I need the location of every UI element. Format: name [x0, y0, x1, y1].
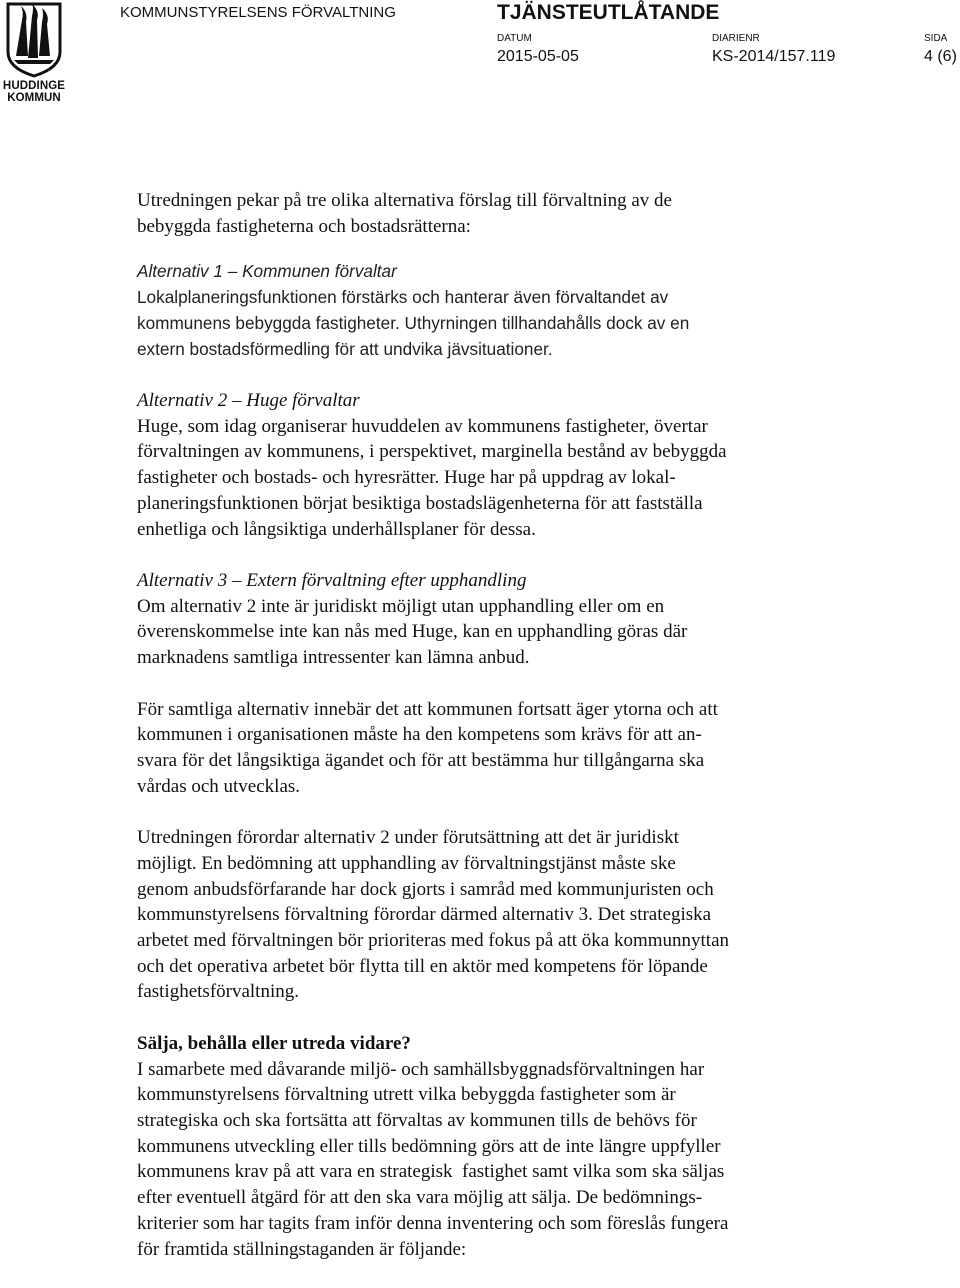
page-label: SIDA	[924, 33, 948, 44]
common-consequence-paragraph	[137, 697, 927, 800]
coat-of-arms-icon	[6, 2, 62, 78]
text-line: kommunstyrelsens förvaltning förordar därmed alternativ 3. Det strategiska	[137, 904, 712, 926]
text-line: strategiska och ska fortsätta att förvaltas av kommunen tills de behövs för	[137, 1110, 697, 1132]
huddinge-kommun-logo	[2, 2, 66, 108]
text-line: vårdas och utvecklas.	[137, 775, 301, 797]
text-line: kommunens bebyggda fastigheter. Uthyrningen tillhandahålls dock av en	[137, 312, 690, 333]
text-line: kommunstyrelsens förvaltning utrett vilka bebyggda fastigheter som är	[137, 1084, 676, 1106]
text-line: Utredningen pekar på tre olika alternativa förslag till förvaltning av de	[137, 190, 672, 211]
document-body	[137, 188, 927, 1288]
text-line: Om alternativ 2 inte är juridiskt möjligt utan upphandling eller om en	[137, 595, 665, 617]
page-number: 4 (6)	[924, 48, 957, 65]
text-line: Huge, som idag organiserar huvuddelen av kommunens fastigheter, övertar	[137, 415, 708, 437]
text-line: överenskommelse inte kan nås med Huge, kan en upphandling göras där	[137, 621, 688, 643]
organization-name: KOMMUNSTYRELSENS FÖRVALTNING	[120, 4, 396, 21]
document-date: 2015-05-05	[497, 48, 579, 65]
text-line: efter eventuell åtgärd för att den ska vara möjlig att sälja. De bedömnings-	[137, 1187, 703, 1209]
logo-text-line: HUDDINGE	[2, 80, 66, 92]
text-line: svara för det långsiktiga ägandet och för att bestämma hur tillgångarna ska	[137, 750, 705, 772]
text-line: kommunens utveckling eller tills bedömning görs att de inte längre uppfyller	[137, 1135, 721, 1157]
sell-keep-section	[137, 1031, 927, 1262]
diary-number-label: DIARIENR	[712, 33, 760, 44]
text-line: I samarbete med dåvarande miljö- och samhällsbyggnadsförvaltningen har	[137, 1058, 705, 1080]
text-line: fastigheter och bostads- och hyresrätter. Huge har på uppdrag av lokal-	[137, 467, 676, 489]
text-line: genom anbudsförfarande har dock gjorts i samråd med kommunjuristen och	[137, 878, 714, 900]
recommendation-paragraph	[137, 825, 927, 1005]
text-line: kriterier som har tagits fram inför denna inventering och som föreslås fungera	[137, 1212, 729, 1234]
text-line: och det operativa arbetet bör flytta till en aktör med kompetens för löpande	[137, 955, 708, 977]
alternative-3-paragraph	[137, 568, 927, 671]
section-heading: Sälja, behålla eller utreda vidare?	[137, 1032, 411, 1054]
text-line: extern bostadsförmedling för att undvika jävsituationer.	[137, 338, 553, 359]
text-line: kommunen i organisationen måste ha den kompetens som krävs för att an-	[137, 724, 702, 746]
diary-number: KS-2014/157.119	[712, 48, 836, 65]
alternative-1-heading: Alternativ 1 – Kommunen förvaltar	[137, 261, 397, 282]
document-type: TJÄNSTEUTLÅTANDE	[497, 1, 720, 24]
alternative-1-paragraph	[137, 259, 927, 362]
text-line: Lokalplaneringsfunktionen förstärks och hanterar även förvaltandet av	[137, 287, 669, 308]
text-line: för framtida ställningstaganden är följande:	[137, 1238, 467, 1260]
text-line: enhetliga och långsiktiga underhållsplaner för dessa.	[137, 518, 536, 540]
text-line: fastighetsförvaltning.	[137, 981, 299, 1003]
text-line: marknadens samtliga intressenter kan lämna anbud.	[137, 647, 530, 669]
logo-text-line: KOMMUN	[7, 92, 61, 104]
text-line: Utredningen förordar alternativ 2 under förutsättning att det är juridiskt	[137, 827, 679, 849]
alternative-2-paragraph	[137, 388, 927, 542]
text-line: planeringsfunktionen börjat besiktiga bostadslägenheterna för att fastställa	[137, 492, 703, 514]
text-line: möjligt. En bedömning att upphandling av förvaltningstjänst måste ske	[137, 852, 676, 874]
text-line: kommunens krav på att vara en strategisk fastighet samt vilka som ska säljas	[137, 1161, 725, 1183]
alternative-2-heading: Alternativ 2 – Huge förvaltar	[137, 390, 360, 412]
alternative-3-heading: Alternativ 3 – Extern förvaltning efter upphandling	[137, 570, 527, 592]
text-line: bebyggda fastigheterna och bostadsrätterna:	[137, 215, 471, 237]
text-line: arbetet med förvaltningen bör prioriteras med fokus på att öka kommunnyttan	[137, 930, 729, 952]
intro-paragraph	[137, 188, 927, 239]
text-line: förvaltningen av kommunens, i perspektivet, marginella bestånd av bebyggda	[137, 441, 727, 463]
text-line: För samtliga alternativ innebär det att kommunen fortsatt äger ytorna och att	[137, 698, 718, 720]
logo-text	[2, 80, 66, 104]
date-label: DATUM	[497, 33, 532, 44]
